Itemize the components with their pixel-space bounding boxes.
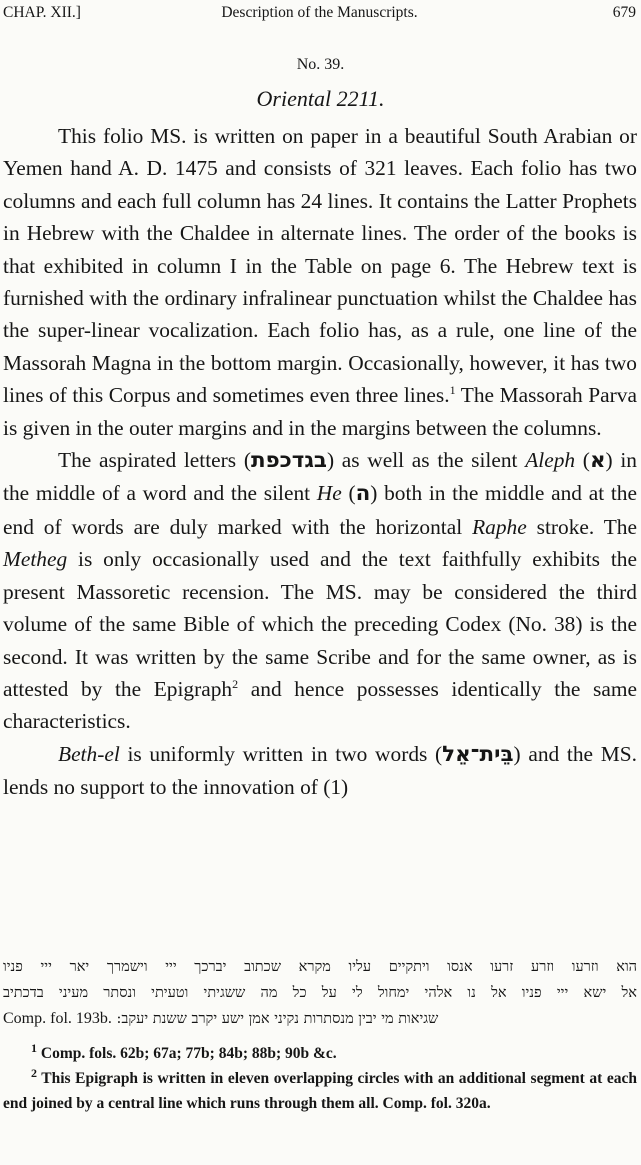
page-number: 679 <box>612 4 636 21</box>
footnote-1-mark: 1 <box>31 1040 37 1055</box>
entry-title: Oriental 2211. <box>256 86 385 111</box>
epigraph-line-3-row <box>3 1006 637 1032</box>
paragraph-1 <box>3 120 637 444</box>
running-header <box>3 4 636 26</box>
epigraph-line-1: הוא וזרעו וזרע זרעו אנסו ויתקיים עליו מקרא שכתוב יברכך ייי וישמרך יאר ייי פניו <box>3 959 637 975</box>
p2-text-d: ) in the middle of a word and the silent <box>3 448 637 506</box>
footnote-2 <box>3 1066 637 1116</box>
p2-text-c: ( <box>575 448 590 473</box>
footnote-1-text: Comp. fols. 62b; 67a; 77b; 84b; 88b; 90b &c. <box>37 1045 337 1062</box>
p2-text-b: ) as well as the silent <box>326 448 526 473</box>
epigraph-line-2: אל ישא ייי פניו אל נו אלהי ימחול לי על כל מה ששגיתי וטעיתי ונסתר מעיני בדכתיב <box>3 985 637 1001</box>
p2-text-g: stroke. The <box>526 514 637 539</box>
p3-text-a: is uniformly written in two words ( <box>119 741 443 766</box>
paragraph-2 <box>3 444 637 738</box>
footnote-1 <box>3 1041 637 1066</box>
epigraph <box>3 954 637 1032</box>
hebrew-aleph: א <box>589 448 606 474</box>
running-title: Description of the Manuscripts. <box>221 4 418 21</box>
chapter-label: CHAP. XII.] <box>3 4 81 21</box>
epigraph-line-3: שגיאות מי יבין מנסתרות נקיני אמן ישע יקרב ששנת יעקב: <box>116 1011 439 1027</box>
entry-number: No. 39. <box>296 56 345 73</box>
paragraph-1-text: This folio MS. is written on paper in a beautiful South Arabian or Yemen hand A. D. 1475 and consists of 321 leaves. Each folio has two columns and each full column has 24 lines. It contains the Latter Prophets in Hebrew with the Chaldee in alternate lines. The order of the books is that exhibited in column I in the Table on page 6. The Hebrew text is furnished with the ordinary infralinear punctuation whilst the Chaldee has the super-linear vocalization. Each folio has, as a rule, one line of the Massorah Magna in the bottom margin. Occasionally, however, it has two lines of this Corpus and sometimes even three lines. <box>3 124 637 408</box>
p3-text-b: ) and the MS. lends no support to the innovation of (1) <box>3 741 637 800</box>
epigraph-reference: Comp. fol. 193b. <box>3 1010 112 1027</box>
p2-text-e: ( <box>341 481 356 506</box>
p2-text-f: ) both in the middle and at the end of words are duly marked with the horizontal <box>3 481 637 539</box>
footnotes <box>3 1041 637 1116</box>
term-metheg: Metheg <box>3 547 68 572</box>
term-raphe: Raphe <box>472 514 527 539</box>
term-he: He <box>316 481 342 506</box>
paragraph-3 <box>3 738 637 804</box>
footnote-2-mark: 2 <box>31 1065 37 1080</box>
body-text <box>3 120 637 804</box>
p2-text-i: and hence possesses identically the same characteristics. <box>3 676 637 734</box>
footnote-2-text: This Epigraph is written in eleven overlapping circles with an additional segment at each end joined by a central line which runs through them all. Comp. fol. 320a. <box>3 1070 637 1112</box>
p2-text-a: The aspirated letters ( <box>58 448 251 473</box>
footnote-ref-2: 2 <box>232 676 239 691</box>
footnote-ref-1: 1 <box>449 383 456 398</box>
paragraph-1-end: The Massorah Parva is given in the outer margins and in the margins between the columns. <box>3 383 637 440</box>
p2-text-h: is only occasionally used and the text faithfully exhibits the present Massoretic recension. The MS. may be considered the third volume of the same Bible of which the preceding Codex (No. 38) is the second. It was written by the same Scribe and for the same owner, as is attested by the Epigraph <box>3 547 637 701</box>
term-beth-el: Beth-el <box>58 741 120 766</box>
hebrew-beth-el: בֵּית־אֵל <box>442 741 514 767</box>
hebrew-aspirated-letters: בגדכפת <box>250 448 327 474</box>
term-aleph: Aleph <box>525 448 576 473</box>
hebrew-he: ה <box>355 481 371 507</box>
